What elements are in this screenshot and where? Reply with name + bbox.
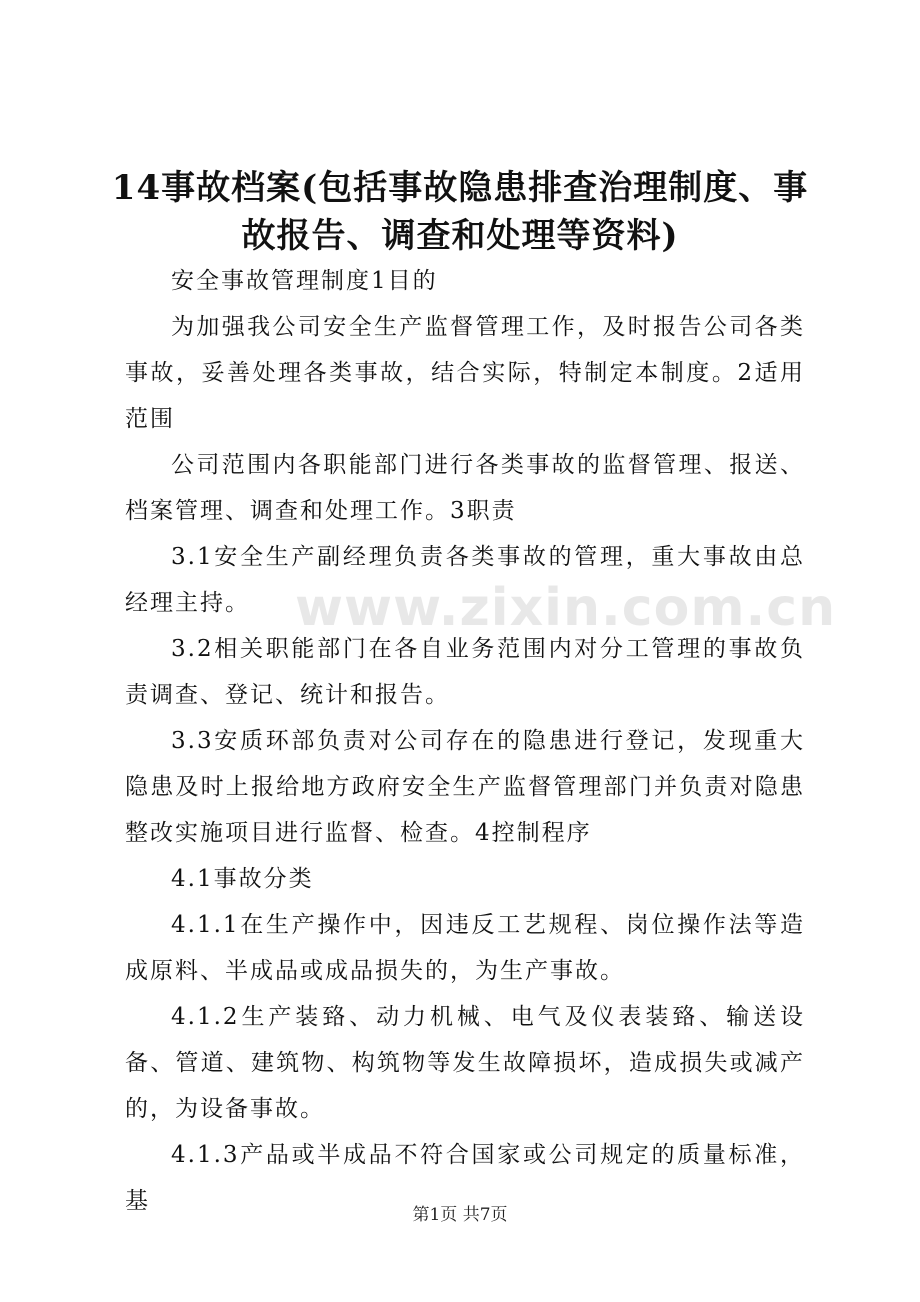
paragraph: 3.2相关职能部门在各自业务范围内对分工管理的事故负责调查、登记、统计和报告。 [125,636,805,708]
document-body [125,258,805,1224]
paragraph: 3.1安全生产副经理负责各类事故的管理，重大事故由总经理主持。 [125,544,805,616]
paragraph: 为加强我公司安全生产监督管理工作，及时报告公司各类事故，妥善处理各类事故，结合实际，特制定本制度。2适用范围 [125,314,805,432]
paragraph: 4.1事故分类 [171,866,314,892]
page-footer: 第1页 共7页 [412,1205,508,1225]
document-title: 14事故档案(包括事故隐患排查治理制度、事故报告、调查和处理等资料) [111,168,809,256]
paragraph: 4.1.3产品或半成品不符合国家或公司规定的质量标准，基 [125,1142,805,1214]
paragraph: 安全事故管理制度1目的 [171,268,438,294]
paragraph: 公司范围内各职能部门进行各类事故的监督管理、报送、档案管理、调查和处理工作。3职责 [125,452,805,524]
paragraph: 4.1.2生产装臵、动力机械、电气及仪表装臵、输送设备、管道、建筑物、构筑物等发生故障损坏，造成损失或减产的，为设备事故。 [125,1004,805,1122]
paragraph: 3.3安质环部负责对公司存在的隐患进行登记，发现重大隐患及时上报给地方政府安全生产监督管理部门并负责对隐患整改实施项目进行监督、检查。4控制程序 [125,728,805,846]
paragraph: 4.1.1在生产操作中，因违反工艺规程、岗位操作法等造成原料、半成品或成品损失的，为生产事故。 [125,912,805,984]
watermark: www.zixin.com.cn [295,578,837,638]
